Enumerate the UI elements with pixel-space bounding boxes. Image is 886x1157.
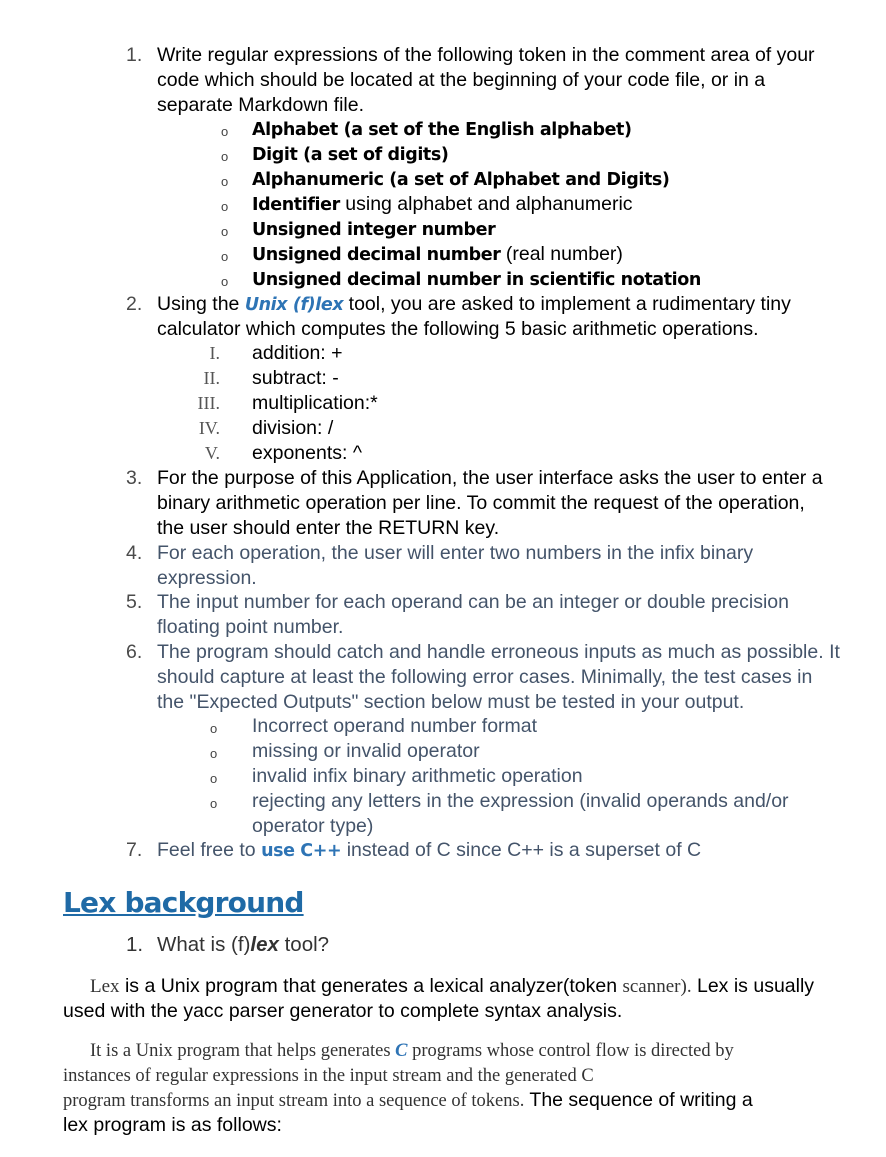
question-text: What is (f)lex tool? bbox=[157, 933, 330, 956]
bullet-icon: o bbox=[221, 274, 229, 289]
list-number: 5. bbox=[126, 591, 143, 613]
bullet-icon: o bbox=[221, 124, 229, 139]
c-language-term: C bbox=[395, 1041, 408, 1061]
list-number: 7. bbox=[126, 839, 143, 861]
token-item: Unsigned decimal number in scientific notation bbox=[252, 270, 701, 290]
unix-flex-term: Unix (f)lex bbox=[244, 295, 344, 315]
error-case-item: missing or invalid operator bbox=[252, 740, 480, 762]
list-item-text: Using the Unix (f)lex tool, you are asked to implement a rudimentary tiny bbox=[157, 293, 791, 315]
list-number: 1. bbox=[126, 933, 144, 956]
list-item-text: code which should be located at the beginning of your code file, or in a bbox=[157, 69, 766, 91]
list-item-text: floating point number. bbox=[157, 616, 344, 638]
list-number: 3. bbox=[126, 467, 143, 489]
paragraph-line: program transforms an input stream into a sequence of tokens. The sequence of writing a bbox=[63, 1089, 753, 1111]
roman-numeral: V. bbox=[204, 443, 220, 463]
list-item-text: The program should catch and handle erroneous inputs as much as possible. It bbox=[157, 641, 840, 663]
paragraph-line: Lex is a Unix program that generates a lexical analyzer(token scanner). Lex is usually bbox=[90, 975, 815, 997]
list-item-text: For each operation, the user will enter two numbers in the infix binary bbox=[157, 542, 754, 564]
roman-numeral: II. bbox=[203, 368, 220, 388]
list-item-text: For the purpose of this Application, the user interface asks the user to enter a bbox=[157, 467, 823, 489]
bullet-icon: o bbox=[210, 796, 218, 811]
operation-item: multiplication:* bbox=[252, 392, 378, 414]
operation-item: division: / bbox=[252, 417, 334, 439]
list-number: 2. bbox=[126, 293, 143, 315]
roman-numeral: IV. bbox=[198, 418, 220, 438]
bullet-icon: o bbox=[221, 174, 229, 189]
list-item-text: should capture at least the following error cases. Minimally, the test cases in bbox=[157, 666, 813, 688]
list-number: 4. bbox=[126, 542, 143, 564]
use-cpp-term: use C++ bbox=[261, 841, 342, 861]
roman-numeral: III. bbox=[197, 393, 220, 413]
paragraph-line: It is a Unix program that helps generates C programs whose control flow is directed by bbox=[90, 1041, 734, 1061]
operation-item: exponents: ^ bbox=[252, 442, 362, 464]
error-case-item: rejecting any letters in the expression (invalid operands and/or bbox=[252, 790, 789, 812]
bullet-icon: o bbox=[221, 149, 229, 164]
list-item-text: binary arithmetic operation per line. To commit the request of the operation, bbox=[157, 492, 805, 514]
token-item: Unsigned integer number bbox=[252, 220, 496, 240]
token-item: Identifier using alphabet and alphanumeric bbox=[252, 193, 633, 215]
bullet-icon: o bbox=[221, 224, 229, 239]
bullet-icon: o bbox=[210, 721, 218, 736]
list-item-text: expression. bbox=[157, 567, 257, 589]
token-item: Digit (a set of digits) bbox=[252, 145, 449, 165]
paragraph-line: instances of regular expressions in the input stream and the generated C bbox=[63, 1066, 594, 1086]
bullet-icon: o bbox=[210, 746, 218, 761]
error-case-item: Incorrect operand number format bbox=[252, 715, 538, 737]
list-number: 6. bbox=[126, 641, 143, 663]
list-item-text: Write regular expressions of the following token in the comment area of your bbox=[157, 44, 815, 66]
paragraph-line: used with the yacc parser generator to complete syntax analysis. bbox=[63, 1000, 623, 1022]
paragraph-line: lex program is as follows: bbox=[63, 1114, 282, 1136]
error-case-item: operator type) bbox=[252, 815, 374, 837]
operation-item: subtract: - bbox=[252, 367, 339, 389]
token-item: Unsigned decimal number (real number) bbox=[252, 243, 623, 265]
token-item: Alphanumeric (a set of Alphabet and Digits) bbox=[252, 170, 670, 190]
bullet-icon: o bbox=[221, 249, 229, 264]
operation-item: addition: + bbox=[252, 342, 343, 364]
list-item-text: The input number for each operand can be an integer or double precision bbox=[157, 591, 789, 613]
token-item: Alphabet (a set of the English alphabet) bbox=[252, 120, 632, 140]
roman-numeral: I. bbox=[209, 343, 220, 363]
bullet-icon: o bbox=[210, 771, 218, 786]
list-item-text: the "Expected Outputs" section below must be tested in your output. bbox=[157, 691, 745, 713]
bullet-icon: o bbox=[221, 199, 229, 214]
list-item-text: calculator which computes the following 5 basic arithmetic operations. bbox=[157, 318, 759, 340]
list-item-text: separate Markdown file. bbox=[157, 94, 365, 116]
list-item-text: the user should enter the RETURN key. bbox=[157, 517, 500, 539]
list-number: 1. bbox=[126, 44, 143, 66]
list-item-text: Feel free to use C++ instead of C since C++ is a superset of C bbox=[157, 839, 702, 861]
error-case-item: invalid infix binary arithmetic operation bbox=[252, 765, 583, 787]
section-heading: Lex background bbox=[63, 886, 304, 919]
